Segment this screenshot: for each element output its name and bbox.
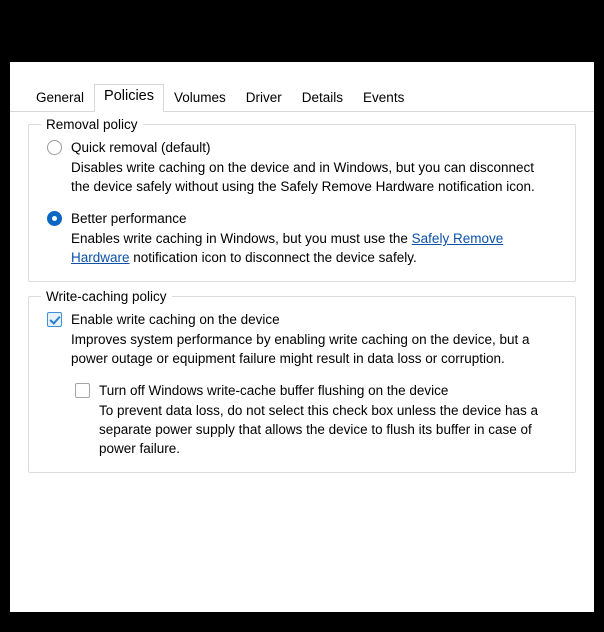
better-performance-label: Better performance bbox=[71, 211, 187, 226]
enable-write-caching-checkbox[interactable] bbox=[47, 312, 62, 327]
device-properties-dialog bbox=[10, 72, 594, 612]
better-performance-desc-before: Enables write caching in Windows, but you must use the bbox=[71, 231, 412, 246]
tab-details[interactable]: Details bbox=[301, 90, 344, 105]
tab-driver[interactable]: Driver bbox=[245, 90, 282, 105]
safely-remove-hardware-link[interactable]: Safely Remove Hardware bbox=[71, 231, 504, 265]
turn-off-flushing-description: To prevent data loss, do not select this check box unless the device has a separate power supply that allows the device to flush its buffer in case of power failure. bbox=[99, 403, 539, 456]
enable-write-caching-description: Improves system performance by enabling write caching on the device, but a power outage or equipment failure might result in data loss or corruption. bbox=[71, 332, 530, 366]
tab-content-policies bbox=[10, 112, 594, 473]
write-caching-policy-group bbox=[28, 289, 576, 473]
better-performance-desc-after: notification icon to disconnect the device safely. bbox=[129, 250, 417, 265]
better-performance-radio[interactable] bbox=[47, 211, 62, 226]
spacer bbox=[43, 368, 561, 382]
turn-off-flushing-checkbox[interactable] bbox=[75, 383, 90, 398]
removal-policy-group bbox=[28, 117, 576, 282]
tab-general[interactable]: General bbox=[36, 90, 85, 105]
better-performance-option[interactable] bbox=[43, 210, 561, 227]
tab-events[interactable]: Events bbox=[363, 90, 405, 105]
quick-removal-radio[interactable] bbox=[47, 140, 62, 155]
spacer bbox=[43, 196, 561, 210]
turn-off-flushing-label: Turn off Windows write-cache buffer flushing on the device bbox=[99, 383, 449, 398]
better-performance-description bbox=[71, 229, 551, 267]
enable-write-caching-option[interactable] bbox=[43, 311, 561, 328]
quick-removal-description: Disables write caching on the device and in Windows, but you can disconnect the device safely without using the Safely Remove Hardware notification icon. bbox=[71, 160, 535, 194]
removal-policy-group-title: Removal policy bbox=[41, 117, 143, 133]
quick-removal-option[interactable] bbox=[43, 139, 561, 156]
tab-volumes[interactable]: Volumes bbox=[174, 90, 226, 105]
turn-off-flushing-option[interactable] bbox=[71, 382, 561, 399]
enable-write-caching-label: Enable write caching on the device bbox=[71, 312, 280, 327]
dialog-top-edge bbox=[10, 62, 594, 72]
tab-policies[interactable]: Policies bbox=[94, 84, 164, 112]
write-caching-policy-group-title: Write-caching policy bbox=[41, 289, 172, 305]
tab-strip bbox=[10, 82, 594, 112]
quick-removal-label: Quick removal (default) bbox=[71, 140, 211, 155]
